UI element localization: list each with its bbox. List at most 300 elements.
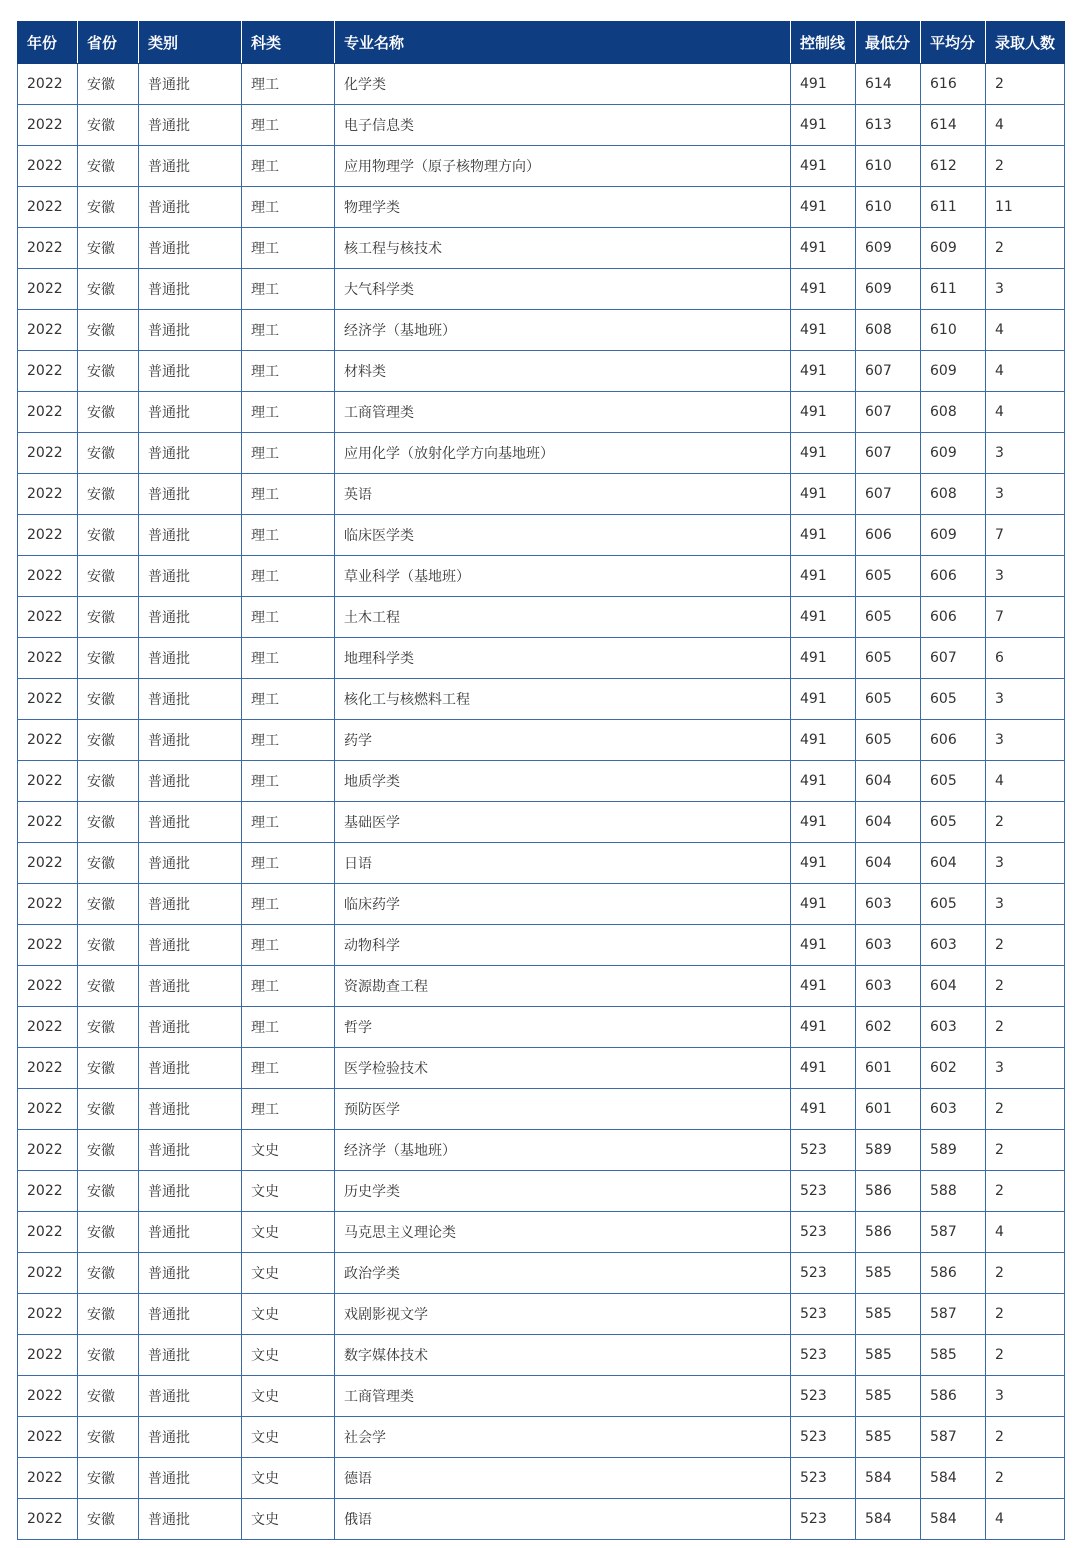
table-row [18,1294,1065,1335]
cell-avg-score: 587 [921,1212,986,1253]
cell-province: 安徽 [78,1048,139,1089]
cell-admitted-count: 4 [986,761,1065,802]
table-row [18,269,1065,310]
cell-min-score: 603 [856,966,921,1007]
cell-subject-category: 理工 [242,1089,335,1130]
cell-province: 安徽 [78,925,139,966]
admission-scores-table [17,21,1065,1540]
table-row [18,474,1065,515]
cell-admitted-count: 3 [986,1376,1065,1417]
cell-avg-score: 584 [921,1499,986,1540]
cell-batch: 普通批 [139,1499,242,1540]
cell-year: 2022 [18,146,78,187]
cell-year: 2022 [18,884,78,925]
cell-admitted-count: 2 [986,1171,1065,1212]
cell-province: 安徽 [78,966,139,1007]
header-admitted-count: 录取人数 [986,22,1065,64]
cell-province: 安徽 [78,1212,139,1253]
cell-batch: 普通批 [139,679,242,720]
cell-year: 2022 [18,638,78,679]
table-row [18,105,1065,146]
cell-min-score: 607 [856,351,921,392]
cell-admitted-count: 3 [986,556,1065,597]
cell-year: 2022 [18,474,78,515]
cell-subject-category: 理工 [242,843,335,884]
cell-control-line: 491 [791,105,856,146]
cell-min-score: 586 [856,1212,921,1253]
cell-control-line: 491 [791,638,856,679]
cell-year: 2022 [18,269,78,310]
cell-control-line: 491 [791,64,856,105]
cell-control-line: 491 [791,1007,856,1048]
cell-admitted-count: 2 [986,1417,1065,1458]
cell-major-name: 动物科学 [335,925,791,966]
cell-min-score: 605 [856,638,921,679]
cell-province: 安徽 [78,228,139,269]
cell-batch: 普通批 [139,474,242,515]
cell-year: 2022 [18,1253,78,1294]
cell-subject-category: 理工 [242,556,335,597]
cell-year: 2022 [18,1417,78,1458]
cell-year: 2022 [18,1294,78,1335]
cell-year: 2022 [18,105,78,146]
table-row [18,1171,1065,1212]
cell-min-score: 585 [856,1376,921,1417]
cell-control-line: 523 [791,1130,856,1171]
cell-major-name: 土木工程 [335,597,791,638]
cell-admitted-count: 2 [986,802,1065,843]
cell-control-line: 491 [791,146,856,187]
cell-min-score: 610 [856,146,921,187]
cell-subject-category: 理工 [242,679,335,720]
cell-avg-score: 608 [921,392,986,433]
cell-control-line: 523 [791,1335,856,1376]
header-min-score: 最低分 [856,22,921,64]
cell-admitted-count: 3 [986,1048,1065,1089]
cell-control-line: 491 [791,966,856,1007]
cell-batch: 普通批 [139,1335,242,1376]
cell-batch: 普通批 [139,556,242,597]
cell-subject-category: 文史 [242,1499,335,1540]
table-row [18,720,1065,761]
cell-province: 安徽 [78,1335,139,1376]
cell-avg-score: 608 [921,474,986,515]
cell-year: 2022 [18,1048,78,1089]
cell-province: 安徽 [78,351,139,392]
cell-province: 安徽 [78,1171,139,1212]
cell-min-score: 609 [856,269,921,310]
header-province: 省份 [78,22,139,64]
cell-year: 2022 [18,1130,78,1171]
cell-admitted-count: 2 [986,1335,1065,1376]
cell-min-score: 602 [856,1007,921,1048]
cell-year: 2022 [18,1171,78,1212]
cell-province: 安徽 [78,1130,139,1171]
cell-subject-category: 理工 [242,515,335,556]
table-row [18,1212,1065,1253]
cell-province: 安徽 [78,474,139,515]
cell-batch: 普通批 [139,1294,242,1335]
cell-subject-category: 理工 [242,597,335,638]
cell-avg-score: 606 [921,597,986,638]
cell-major-name: 应用化学（放射化学方向基地班） [335,433,791,474]
cell-avg-score: 610 [921,310,986,351]
cell-subject-category: 理工 [242,474,335,515]
table-row [18,1007,1065,1048]
cell-subject-category: 理工 [242,720,335,761]
cell-province: 安徽 [78,884,139,925]
cell-avg-score: 609 [921,228,986,269]
cell-control-line: 491 [791,187,856,228]
table-row [18,679,1065,720]
cell-major-name: 日语 [335,843,791,884]
cell-year: 2022 [18,187,78,228]
cell-avg-score: 605 [921,884,986,925]
table-row [18,1458,1065,1499]
cell-min-score: 614 [856,64,921,105]
cell-avg-score: 603 [921,1089,986,1130]
cell-min-score: 609 [856,228,921,269]
cell-batch: 普通批 [139,269,242,310]
cell-admitted-count: 2 [986,1007,1065,1048]
cell-year: 2022 [18,1458,78,1499]
cell-major-name: 历史学类 [335,1171,791,1212]
cell-min-score: 604 [856,761,921,802]
cell-batch: 普通批 [139,761,242,802]
cell-avg-score: 614 [921,105,986,146]
cell-year: 2022 [18,228,78,269]
cell-avg-score: 609 [921,433,986,474]
table-row [18,966,1065,1007]
cell-min-score: 605 [856,679,921,720]
table-row [18,843,1065,884]
table-row [18,761,1065,802]
cell-year: 2022 [18,1212,78,1253]
cell-control-line: 491 [791,925,856,966]
cell-major-name: 预防医学 [335,1089,791,1130]
cell-min-score: 585 [856,1417,921,1458]
cell-year: 2022 [18,1376,78,1417]
cell-control-line: 491 [791,761,856,802]
header-subject-category: 科类 [242,22,335,64]
cell-control-line: 491 [791,433,856,474]
cell-control-line: 491 [791,269,856,310]
cell-control-line: 523 [791,1499,856,1540]
cell-province: 安徽 [78,556,139,597]
cell-avg-score: 609 [921,515,986,556]
cell-province: 安徽 [78,843,139,884]
cell-subject-category: 文史 [242,1376,335,1417]
cell-subject-category: 理工 [242,310,335,351]
cell-province: 安徽 [78,187,139,228]
cell-control-line: 491 [791,556,856,597]
cell-province: 安徽 [78,1499,139,1540]
cell-batch: 普通批 [139,146,242,187]
cell-major-name: 社会学 [335,1417,791,1458]
cell-min-score: 601 [856,1089,921,1130]
cell-batch: 普通批 [139,843,242,884]
cell-subject-category: 文史 [242,1294,335,1335]
cell-batch: 普通批 [139,802,242,843]
cell-batch: 普通批 [139,433,242,474]
cell-avg-score: 603 [921,925,986,966]
cell-subject-category: 理工 [242,802,335,843]
cell-province: 安徽 [78,515,139,556]
cell-subject-category: 文史 [242,1212,335,1253]
cell-major-name: 哲学 [335,1007,791,1048]
cell-major-name: 药学 [335,720,791,761]
cell-min-score: 610 [856,187,921,228]
cell-subject-category: 理工 [242,187,335,228]
cell-batch: 普通批 [139,597,242,638]
cell-major-name: 戏剧影视文学 [335,1294,791,1335]
table-row [18,597,1065,638]
cell-admitted-count: 2 [986,1458,1065,1499]
cell-major-name: 工商管理类 [335,392,791,433]
cell-major-name: 临床医学类 [335,515,791,556]
cell-major-name: 马克思主义理论类 [335,1212,791,1253]
cell-batch: 普通批 [139,884,242,925]
cell-year: 2022 [18,556,78,597]
table-row [18,1253,1065,1294]
header-row [18,22,1065,64]
cell-batch: 普通批 [139,1171,242,1212]
cell-batch: 普通批 [139,1253,242,1294]
header-major-name: 专业名称 [335,22,791,64]
cell-province: 安徽 [78,638,139,679]
cell-batch: 普通批 [139,720,242,761]
cell-batch: 普通批 [139,392,242,433]
cell-admitted-count: 3 [986,474,1065,515]
cell-batch: 普通批 [139,1376,242,1417]
cell-subject-category: 文史 [242,1417,335,1458]
table-header [18,22,1065,64]
cell-control-line: 491 [791,884,856,925]
cell-major-name: 医学检验技术 [335,1048,791,1089]
cell-province: 安徽 [78,269,139,310]
cell-batch: 普通批 [139,925,242,966]
cell-admitted-count: 6 [986,638,1065,679]
cell-subject-category: 理工 [242,105,335,146]
cell-min-score: 607 [856,474,921,515]
cell-subject-category: 理工 [242,269,335,310]
cell-control-line: 523 [791,1417,856,1458]
cell-major-name: 资源勘查工程 [335,966,791,1007]
cell-control-line: 523 [791,1253,856,1294]
cell-year: 2022 [18,597,78,638]
header-batch: 类别 [139,22,242,64]
cell-subject-category: 理工 [242,1048,335,1089]
cell-province: 安徽 [78,1376,139,1417]
cell-admitted-count: 2 [986,228,1065,269]
table-row [18,228,1065,269]
cell-major-name: 地理科学类 [335,638,791,679]
cell-batch: 普通批 [139,1458,242,1499]
cell-province: 安徽 [78,1007,139,1048]
cell-province: 安徽 [78,310,139,351]
cell-province: 安徽 [78,720,139,761]
cell-subject-category: 理工 [242,392,335,433]
cell-avg-score: 605 [921,802,986,843]
cell-year: 2022 [18,1089,78,1130]
cell-year: 2022 [18,515,78,556]
cell-avg-score: 589 [921,1130,986,1171]
cell-batch: 普通批 [139,515,242,556]
cell-major-name: 电子信息类 [335,105,791,146]
cell-admitted-count: 3 [986,269,1065,310]
cell-admitted-count: 3 [986,843,1065,884]
cell-control-line: 491 [791,720,856,761]
cell-subject-category: 文史 [242,1458,335,1499]
cell-subject-category: 理工 [242,146,335,187]
cell-control-line: 491 [791,843,856,884]
cell-year: 2022 [18,843,78,884]
cell-min-score: 605 [856,556,921,597]
table-row [18,1335,1065,1376]
cell-subject-category: 理工 [242,64,335,105]
cell-admitted-count: 4 [986,1499,1065,1540]
cell-avg-score: 586 [921,1376,986,1417]
cell-min-score: 584 [856,1458,921,1499]
cell-year: 2022 [18,802,78,843]
cell-avg-score: 588 [921,1171,986,1212]
cell-avg-score: 585 [921,1335,986,1376]
table-row [18,146,1065,187]
cell-admitted-count: 4 [986,351,1065,392]
table-row [18,187,1065,228]
cell-major-name: 大气科学类 [335,269,791,310]
cell-min-score: 605 [856,720,921,761]
cell-avg-score: 587 [921,1417,986,1458]
cell-control-line: 491 [791,228,856,269]
cell-admitted-count: 4 [986,1212,1065,1253]
cell-min-score: 601 [856,1048,921,1089]
cell-batch: 普通批 [139,1089,242,1130]
table-row [18,1130,1065,1171]
cell-admitted-count: 2 [986,1294,1065,1335]
cell-year: 2022 [18,64,78,105]
cell-avg-score: 584 [921,1458,986,1499]
cell-year: 2022 [18,351,78,392]
cell-year: 2022 [18,679,78,720]
cell-year: 2022 [18,1335,78,1376]
cell-avg-score: 607 [921,638,986,679]
cell-admitted-count: 2 [986,1253,1065,1294]
table-row [18,925,1065,966]
cell-control-line: 491 [791,310,856,351]
cell-control-line: 491 [791,802,856,843]
table-row [18,392,1065,433]
header-avg-score: 平均分 [921,22,986,64]
cell-subject-category: 理工 [242,925,335,966]
cell-province: 安徽 [78,761,139,802]
cell-min-score: 604 [856,843,921,884]
cell-major-name: 德语 [335,1458,791,1499]
cell-min-score: 589 [856,1130,921,1171]
cell-province: 安徽 [78,146,139,187]
cell-admitted-count: 7 [986,515,1065,556]
cell-batch: 普通批 [139,1130,242,1171]
cell-subject-category: 理工 [242,884,335,925]
cell-admitted-count: 4 [986,105,1065,146]
cell-major-name: 政治学类 [335,1253,791,1294]
cell-subject-category: 文史 [242,1253,335,1294]
cell-control-line: 491 [791,474,856,515]
cell-major-name: 材料类 [335,351,791,392]
table-row [18,1048,1065,1089]
cell-major-name: 工商管理类 [335,1376,791,1417]
cell-subject-category: 文史 [242,1335,335,1376]
table-row [18,1499,1065,1540]
cell-province: 安徽 [78,802,139,843]
cell-major-name: 英语 [335,474,791,515]
cell-year: 2022 [18,310,78,351]
cell-admitted-count: 3 [986,679,1065,720]
cell-avg-score: 604 [921,966,986,1007]
cell-province: 安徽 [78,1458,139,1499]
cell-subject-category: 理工 [242,433,335,474]
table-row [18,310,1065,351]
cell-batch: 普通批 [139,638,242,679]
cell-control-line: 523 [791,1212,856,1253]
cell-control-line: 523 [791,1171,856,1212]
cell-control-line: 491 [791,597,856,638]
cell-admitted-count: 3 [986,884,1065,925]
cell-subject-category: 文史 [242,1171,335,1212]
cell-province: 安徽 [78,1253,139,1294]
cell-min-score: 605 [856,597,921,638]
cell-min-score: 586 [856,1171,921,1212]
cell-province: 安徽 [78,392,139,433]
cell-admitted-count: 2 [986,1130,1065,1171]
cell-admitted-count: 11 [986,187,1065,228]
cell-avg-score: 586 [921,1253,986,1294]
cell-subject-category: 理工 [242,228,335,269]
cell-avg-score: 602 [921,1048,986,1089]
cell-year: 2022 [18,720,78,761]
cell-min-score: 585 [856,1335,921,1376]
table-row [18,515,1065,556]
admission-scores-table-container [17,21,1064,1540]
cell-batch: 普通批 [139,105,242,146]
cell-year: 2022 [18,433,78,474]
cell-subject-category: 理工 [242,761,335,802]
cell-admitted-count: 3 [986,720,1065,761]
cell-major-name: 俄语 [335,1499,791,1540]
cell-control-line: 491 [791,1048,856,1089]
cell-min-score: 584 [856,1499,921,1540]
cell-avg-score: 606 [921,556,986,597]
table-row [18,1376,1065,1417]
cell-control-line: 491 [791,515,856,556]
table-row [18,433,1065,474]
cell-control-line: 491 [791,392,856,433]
cell-subject-category: 理工 [242,1007,335,1048]
cell-avg-score: 603 [921,1007,986,1048]
table-row [18,64,1065,105]
cell-admitted-count: 2 [986,925,1065,966]
cell-year: 2022 [18,761,78,802]
cell-province: 安徽 [78,1417,139,1458]
cell-admitted-count: 2 [986,1089,1065,1130]
cell-avg-score: 609 [921,351,986,392]
cell-avg-score: 612 [921,146,986,187]
cell-admitted-count: 2 [986,146,1065,187]
cell-year: 2022 [18,1007,78,1048]
cell-min-score: 585 [856,1294,921,1335]
cell-major-name: 临床药学 [335,884,791,925]
table-row [18,1089,1065,1130]
